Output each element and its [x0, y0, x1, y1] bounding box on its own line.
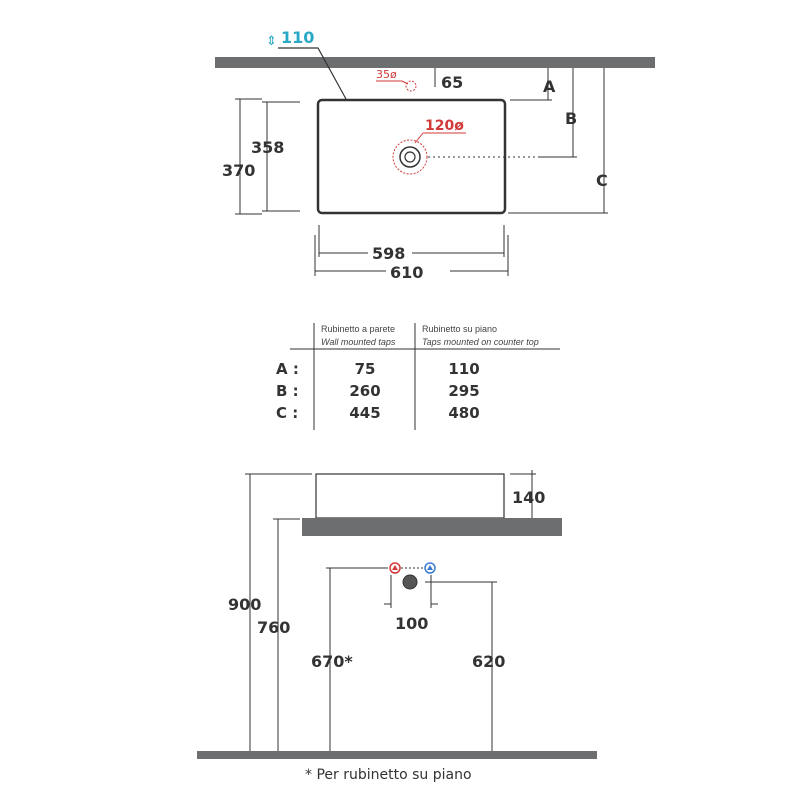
- row-c-wall: 445: [349, 404, 381, 422]
- row-a-counter: 110: [448, 360, 480, 378]
- depth-outer-label: 370: [222, 161, 256, 180]
- dim-c-label: C: [596, 171, 608, 190]
- depth-dimensions: [222, 99, 300, 214]
- drain-ring: [400, 147, 420, 167]
- tap-offset-label: 110: [281, 28, 315, 47]
- width-outer-label: 610: [390, 263, 424, 282]
- countertop-slab: [302, 518, 562, 536]
- wall-bar: [215, 57, 655, 68]
- side-view: [197, 470, 597, 759]
- tap-offset-leader: [278, 48, 346, 99]
- col1-title: Rubinetto a parete: [321, 324, 396, 334]
- col1-subtitle: Wall mounted taps: [321, 337, 396, 347]
- drain-leader: [415, 133, 423, 143]
- updown-arrow-icon: ⇕: [266, 34, 277, 49]
- row-c-counter: 480: [448, 404, 480, 422]
- basin-side-profile: [316, 474, 504, 518]
- top-view: [215, 28, 655, 282]
- floor-bar: [197, 751, 597, 759]
- supply-spacing-label: 100: [395, 614, 429, 633]
- col2-title: Rubinetto su piano: [422, 324, 498, 334]
- dim-b-label: B: [565, 109, 578, 128]
- row-c-label: C :: [276, 404, 299, 422]
- row-b-counter: 295: [448, 382, 480, 400]
- drain: [393, 118, 540, 174]
- supply-connections: [384, 563, 438, 633]
- dimension-table: [276, 323, 560, 430]
- waste-outlet-icon: [403, 575, 417, 589]
- row-a-label: A :: [276, 360, 299, 378]
- drain-outer-circle: [393, 140, 427, 174]
- drain-inner: [405, 152, 415, 162]
- abc-dimensions: [508, 68, 608, 213]
- row-b-wall: 260: [349, 382, 381, 400]
- height-total-label: 900: [228, 595, 262, 614]
- dim-a-label: A: [543, 77, 556, 96]
- waste-label: 620: [472, 652, 506, 671]
- bowl-height-label: 140: [512, 488, 546, 507]
- width-inner-label: 598: [372, 244, 406, 263]
- tap-hole-circle: [406, 81, 416, 91]
- tap-distance-label: 65: [441, 73, 464, 92]
- row-a-wall: 75: [354, 360, 376, 378]
- waste-star-label: 670*: [311, 652, 353, 671]
- col2-subtitle: Taps mounted on counter top: [422, 337, 539, 347]
- footnote: * Per rubinetto su piano: [305, 767, 472, 783]
- basin-outline: [318, 100, 505, 213]
- drain-label: 120ø: [425, 118, 464, 134]
- tap-hole-annotation: [376, 68, 463, 92]
- depth-inner-label: 358: [251, 138, 285, 157]
- row-b-label: B :: [276, 382, 299, 400]
- height-counter-label: 760: [257, 618, 291, 637]
- width-dimensions: [315, 225, 508, 282]
- tap-hole-label: 35ø: [376, 68, 397, 81]
